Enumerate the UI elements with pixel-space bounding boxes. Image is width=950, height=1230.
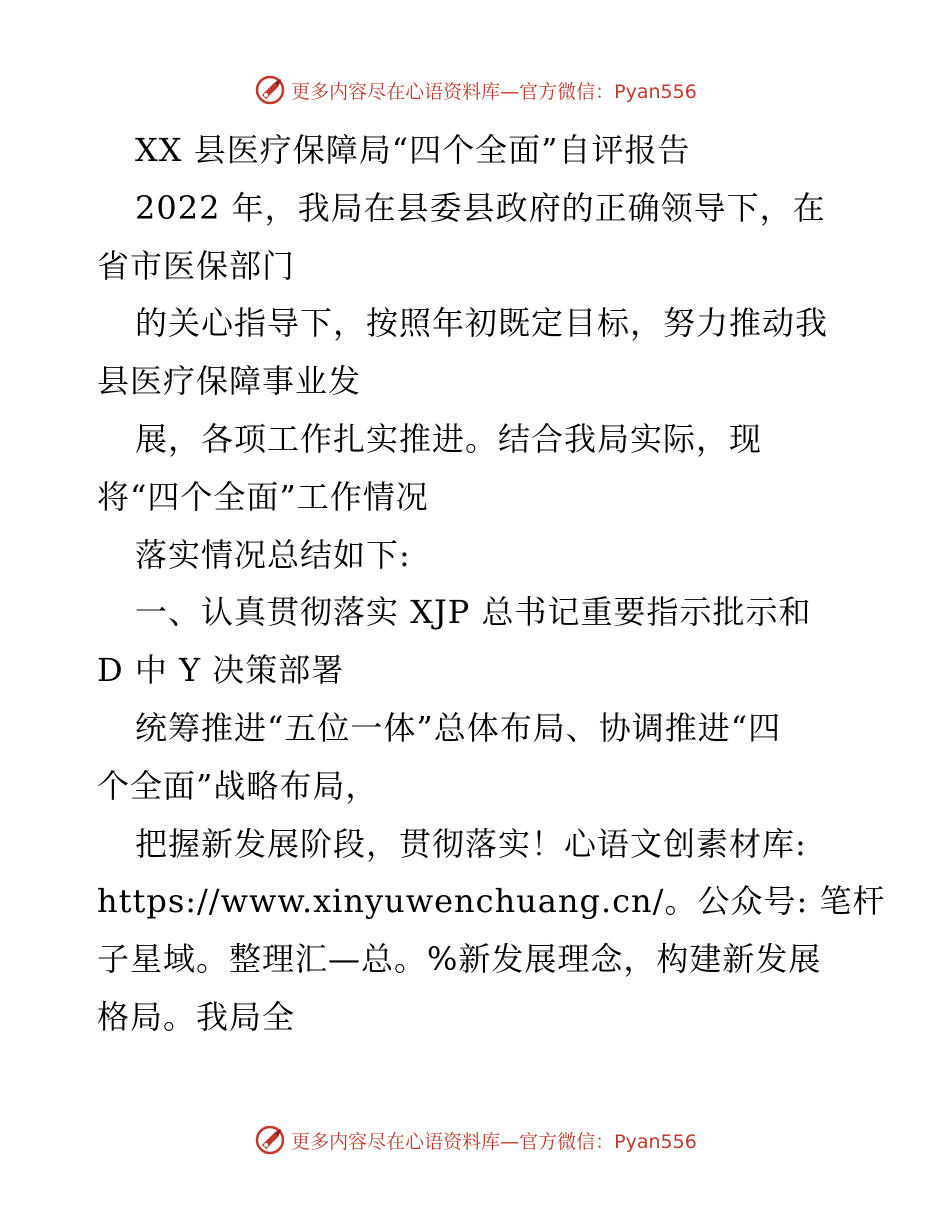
document-line: 省市医保部门 [97, 246, 296, 285]
document-line: 格局。我局全 [97, 997, 296, 1036]
document-line: 展，各项工作扎实推进。结合我局实际，现 [135, 419, 763, 458]
document-line: 落实情况总结如下: [135, 535, 411, 574]
document-line: 县医疗保障事业发 [97, 362, 362, 401]
document-line: https://www.xinyuwenchuang.cn/。公众号: 笔杆 [97, 882, 886, 921]
document-line: 把握新发展阶段，贯彻落实！心语文创素材库: [135, 824, 807, 863]
document-line: XX 县医疗保障局“四个全面”自评报告 [135, 131, 691, 169]
pen-nib-logo-icon [253, 73, 287, 107]
header-banner-text: 更多内容尽在心语资料库—官方微信：Pyan556 [291, 80, 697, 103]
footer-watermark-banner [0, 1120, 950, 1160]
footer-banner-text: 更多内容尽在心语资料库—官方微信：Pyan556 [291, 1130, 697, 1153]
document-line: 个全面”战略布局， [97, 766, 379, 805]
document-line: 将“四个全面”工作情况 [97, 477, 429, 516]
document-line: 统筹推进“五位一体”总体布局、协调推进“四 [135, 708, 782, 747]
document-line: 的关心指导下，按照年初既定目标，努力推动我 [135, 304, 829, 343]
pen-nib-logo-icon [253, 1123, 287, 1157]
document-body [97, 122, 886, 1047]
header-watermark-banner [0, 70, 950, 110]
document-line: 一、认真贯彻落实 XJP 总书记重要指示批示和 [135, 593, 812, 632]
document-line: 子星域。整理汇—总。%新发展理念，构建新发展 [97, 940, 822, 979]
document-line: D 中 Y 决策部署 [97, 651, 345, 690]
document-line: 2022 年，我局在县委县政府的正确领导下，在 [135, 188, 826, 227]
